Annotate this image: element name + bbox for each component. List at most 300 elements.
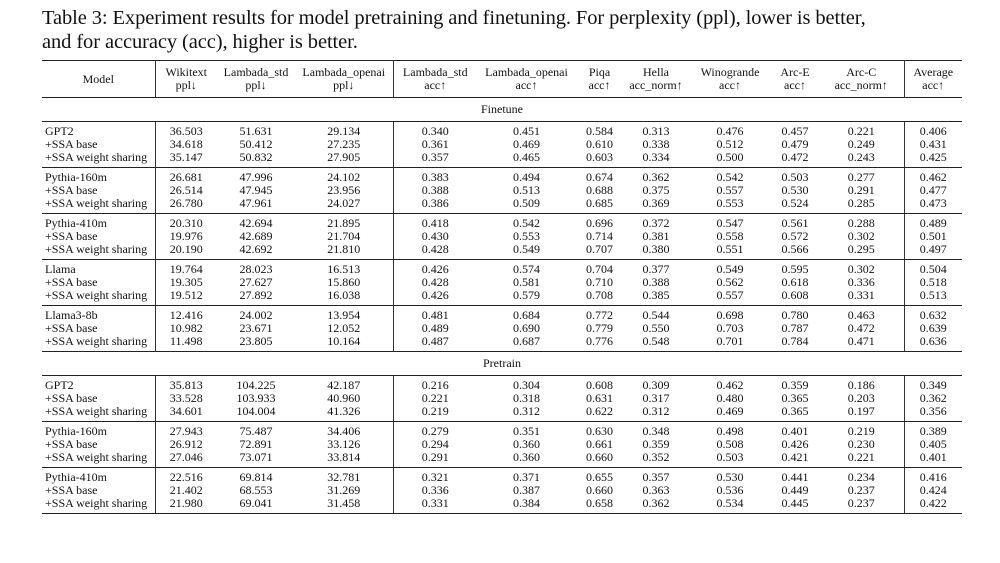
value-cell: 47.945 — [239, 183, 273, 197]
value-cell: 0.291 — [393, 451, 477, 468]
value-cell: 0.622 — [576, 405, 623, 422]
value-cell: 0.776 — [576, 335, 623, 352]
model-name-cell: GPT2 — [45, 378, 74, 392]
value-cell: 103.933 — [236, 391, 276, 405]
column-header-name: Lambada_std — [223, 65, 289, 79]
value-cell: 42.694 — [239, 216, 273, 230]
model-name-cell: Llama3-8b — [45, 308, 98, 322]
value-cell: 0.566 — [771, 243, 819, 260]
value-cell: 0.595 — [781, 262, 809, 276]
value-cell: 10.164 — [295, 335, 393, 352]
value-cell: 0.787 — [781, 321, 809, 335]
column-header-metric: ppl↓ — [333, 78, 355, 92]
value-cell: 0.389 — [904, 422, 962, 439]
value-cell: 0.479 — [781, 137, 809, 151]
value-cell: 0.388 — [393, 184, 477, 197]
column-header-name: Wikitext — [165, 65, 207, 79]
model-name-cell: +SSA base — [45, 275, 98, 289]
value-cell: 0.494 — [513, 170, 540, 184]
value-cell: 0.687 — [477, 335, 576, 352]
value-cell: 0.388 — [642, 275, 670, 289]
value-cell: 0.249 — [847, 137, 875, 151]
value-cell: 0.551 — [689, 243, 771, 260]
value-cell: 0.631 — [586, 391, 613, 405]
value-cell: 0.428 — [393, 276, 477, 289]
table-row — [42, 151, 962, 168]
model-name-cell: Llama — [45, 262, 76, 276]
column-header — [904, 61, 962, 98]
value-cell: 0.581 — [513, 275, 540, 289]
model-name-cell: +SSA base — [45, 437, 98, 451]
value-cell: 27.235 — [327, 137, 361, 151]
value-cell: 0.349 — [904, 376, 962, 393]
table-row — [42, 306, 962, 323]
value-cell: 0.304 — [513, 378, 540, 392]
value-cell: 41.326 — [295, 405, 393, 422]
results-table — [42, 60, 962, 514]
value-cell: 0.384 — [477, 497, 576, 514]
column-header — [42, 61, 155, 98]
value-cell: 0.557 — [716, 183, 744, 197]
value-cell: 0.431 — [904, 138, 962, 151]
value-cell: 0.219 — [393, 405, 477, 422]
value-cell: 0.295 — [819, 243, 904, 260]
column-header-metric: ppl↓ — [175, 78, 197, 92]
section-pretrain — [42, 352, 962, 514]
value-cell: 0.660 — [586, 483, 613, 497]
value-cell: 0.703 — [716, 321, 744, 335]
table-row — [42, 422, 962, 439]
value-cell: 21.402 — [155, 484, 217, 497]
value-cell: 40.960 — [327, 391, 361, 405]
value-cell: 42.187 — [327, 378, 361, 392]
value-cell: 0.462 — [716, 378, 744, 392]
value-cell: 0.331 — [393, 497, 477, 514]
value-cell: 21.704 — [327, 229, 361, 243]
value-cell: 0.660 — [576, 451, 623, 468]
value-cell: 28.023 — [239, 262, 273, 276]
value-cell: 0.558 — [716, 229, 744, 243]
value-cell: 31.458 — [295, 497, 393, 514]
value-cell: 0.401 — [904, 451, 962, 468]
value-cell: 0.340 — [393, 122, 477, 139]
value-cell: 0.553 — [513, 229, 540, 243]
value-cell: 11.498 — [155, 335, 217, 352]
table-row — [42, 497, 962, 514]
value-cell: 0.707 — [576, 243, 623, 260]
value-cell: 0.509 — [477, 197, 576, 214]
value-cell: 19.976 — [155, 230, 217, 243]
value-cell: 0.386 — [393, 197, 477, 214]
value-cell: 0.309 — [642, 378, 670, 392]
value-cell: 0.584 — [586, 124, 613, 138]
value-cell: 0.481 — [393, 306, 477, 323]
table-row — [42, 122, 962, 139]
value-cell: 0.530 — [781, 183, 809, 197]
value-cell: 0.426 — [781, 437, 809, 451]
value-cell: 0.426 — [393, 289, 477, 306]
value-cell: 26.780 — [155, 197, 217, 214]
value-cell: 22.516 — [155, 468, 217, 485]
value-cell: 0.512 — [716, 137, 744, 151]
value-cell: 0.690 — [513, 321, 540, 335]
value-cell: 0.480 — [716, 391, 744, 405]
value-cell: 0.237 — [847, 483, 875, 497]
value-cell: 19.305 — [155, 276, 217, 289]
value-cell: 0.441 — [781, 470, 809, 484]
value-cell: 34.618 — [155, 138, 217, 151]
table-row — [42, 405, 962, 422]
model-name-cell: +SSA base — [45, 183, 98, 197]
model-name-cell: Pythia-160m — [45, 424, 107, 438]
value-cell: 0.356 — [904, 405, 962, 422]
column-header — [771, 61, 819, 98]
value-cell: 0.608 — [586, 378, 613, 392]
table-row — [42, 468, 962, 485]
value-cell: 21.895 — [327, 216, 361, 230]
value-cell: 0.331 — [819, 289, 904, 306]
column-header-metric: acc↑ — [719, 78, 741, 92]
value-cell: 0.369 — [623, 197, 689, 214]
value-cell: 0.472 — [771, 151, 819, 168]
column-header-metric: acc↑ — [784, 78, 806, 92]
value-cell: 0.422 — [904, 497, 962, 514]
value-cell: 0.302 — [847, 262, 875, 276]
value-cell: 0.203 — [847, 391, 875, 405]
value-cell: 0.313 — [642, 124, 670, 138]
value-cell: 0.549 — [477, 243, 576, 260]
value-cell: 0.375 — [642, 183, 670, 197]
value-cell: 47.961 — [217, 197, 295, 214]
column-header — [576, 61, 623, 98]
model-name-cell: +SSA weight sharing — [42, 451, 155, 468]
model-name-cell: +SSA base — [45, 483, 98, 497]
value-cell: 50.412 — [239, 137, 273, 151]
value-cell: 0.544 — [642, 308, 670, 322]
value-cell: 0.405 — [904, 438, 962, 451]
value-cell: 0.351 — [513, 424, 540, 438]
value-cell: 0.685 — [576, 197, 623, 214]
value-cell: 0.518 — [904, 276, 962, 289]
value-cell: 27.943 — [155, 422, 217, 439]
value-cell: 42.692 — [217, 243, 295, 260]
value-cell: 0.704 — [586, 262, 613, 276]
model-name-cell: +SSA weight sharing — [42, 243, 155, 260]
value-cell: 0.536 — [716, 483, 744, 497]
value-cell: 0.562 — [716, 275, 744, 289]
value-cell: 0.321 — [393, 468, 477, 485]
value-cell: 0.469 — [689, 405, 771, 422]
table-row — [42, 243, 962, 260]
column-header — [217, 61, 295, 98]
value-cell: 0.426 — [393, 260, 477, 277]
value-cell: 24.027 — [295, 197, 393, 214]
value-cell: 0.359 — [781, 378, 809, 392]
value-cell: 21.980 — [155, 497, 217, 514]
value-cell: 35.813 — [155, 376, 217, 393]
model-name-cell: +SSA weight sharing — [42, 151, 155, 168]
value-cell: 0.362 — [623, 497, 689, 514]
value-cell: 0.416 — [904, 468, 962, 485]
value-cell: 0.658 — [576, 497, 623, 514]
column-header-metric: acc↑ — [922, 78, 945, 92]
value-cell: 0.534 — [689, 497, 771, 514]
value-cell: 0.465 — [477, 151, 576, 168]
value-cell: 0.361 — [393, 138, 477, 151]
value-cell: 0.574 — [513, 262, 540, 276]
model-name-cell: +SSA weight sharing — [42, 289, 155, 306]
value-cell: 0.549 — [716, 262, 744, 276]
value-cell: 0.338 — [642, 137, 670, 151]
value-cell: 0.380 — [623, 243, 689, 260]
column-header — [623, 61, 689, 98]
value-cell: 0.406 — [904, 122, 962, 139]
value-cell: 0.572 — [781, 229, 809, 243]
value-cell: 0.579 — [477, 289, 576, 306]
value-cell: 0.688 — [586, 183, 613, 197]
value-cell: 24.102 — [327, 170, 361, 184]
value-cell: 0.547 — [716, 216, 744, 230]
value-cell: 0.365 — [781, 391, 809, 405]
value-cell: 0.418 — [393, 214, 477, 231]
value-cell: 16.513 — [327, 262, 361, 276]
value-cell: 0.472 — [847, 321, 875, 335]
value-cell: 0.636 — [904, 335, 962, 352]
model-name-cell: +SSA base — [45, 229, 98, 243]
value-cell: 72.891 — [239, 437, 273, 451]
value-cell: 26.514 — [155, 184, 217, 197]
value-cell: 0.357 — [393, 151, 477, 168]
column-header-metric: acc↑ — [588, 78, 611, 92]
value-cell: 26.912 — [155, 438, 217, 451]
value-cell: 0.277 — [847, 170, 875, 184]
section-finetune — [42, 98, 962, 352]
value-cell: 0.508 — [716, 437, 744, 451]
column-header — [295, 61, 393, 98]
model-name-cell: Pythia-410m — [45, 216, 107, 230]
value-cell: 0.487 — [393, 335, 477, 352]
model-name-cell: +SSA base — [45, 137, 98, 151]
model-name-cell: +SSA weight sharing — [42, 197, 155, 214]
value-cell: 0.336 — [393, 484, 477, 497]
value-cell: 50.832 — [217, 151, 295, 168]
caption-line-1: Table 3: Experiment results for model pretraining and finetuning. For perplexity (ppl), lower is better, — [42, 7, 866, 29]
value-cell: 0.365 — [771, 405, 819, 422]
value-cell: 33.528 — [155, 392, 217, 405]
value-cell: 34.601 — [155, 405, 217, 422]
value-cell: 0.348 — [642, 424, 670, 438]
value-cell: 0.243 — [819, 151, 904, 168]
column-header-name: Arc-C — [846, 65, 877, 79]
section-title: Finetune — [42, 98, 962, 122]
value-cell: 0.603 — [576, 151, 623, 168]
value-cell: 0.618 — [781, 275, 809, 289]
value-cell: 0.708 — [576, 289, 623, 306]
value-cell: 104.225 — [236, 378, 276, 392]
table-row — [42, 335, 962, 352]
value-cell: 0.548 — [623, 335, 689, 352]
column-header-metric: ppl↓ — [245, 78, 267, 92]
value-cell: 0.553 — [689, 197, 771, 214]
value-cell: 27.046 — [155, 451, 217, 468]
value-cell: 0.312 — [623, 405, 689, 422]
value-cell: 0.362 — [904, 392, 962, 405]
model-name-cell: +SSA weight sharing — [42, 405, 155, 422]
value-cell: 69.041 — [217, 497, 295, 514]
value-cell: 0.334 — [623, 151, 689, 168]
value-cell: 0.294 — [393, 438, 477, 451]
column-header — [393, 61, 477, 98]
model-name-cell: Pythia-410m — [45, 470, 107, 484]
value-cell: 12.416 — [155, 306, 217, 323]
value-cell: 47.996 — [239, 170, 273, 184]
value-cell: 0.513 — [513, 183, 540, 197]
value-cell: 0.497 — [904, 243, 962, 260]
value-cell: 0.291 — [847, 183, 875, 197]
value-cell: 34.406 — [327, 424, 361, 438]
model-name-cell: +SSA base — [45, 321, 98, 335]
value-cell: 19.764 — [155, 260, 217, 277]
value-cell: 0.501 — [904, 230, 962, 243]
value-cell: 0.216 — [393, 376, 477, 393]
value-cell: 0.312 — [477, 405, 576, 422]
value-cell: 0.219 — [847, 424, 875, 438]
caption-line-2: and for accuracy (acc), higher is better. — [42, 31, 358, 53]
value-cell: 0.428 — [393, 243, 477, 260]
value-cell: 0.489 — [904, 214, 962, 231]
value-cell: 31.269 — [327, 483, 361, 497]
value-cell: 23.671 — [239, 321, 273, 335]
value-cell: 0.489 — [393, 322, 477, 335]
value-cell: 0.639 — [904, 322, 962, 335]
value-cell: 0.661 — [586, 437, 613, 451]
column-header-name: Hella — [643, 65, 669, 79]
value-cell: 0.221 — [819, 451, 904, 468]
value-cell: 0.385 — [623, 289, 689, 306]
value-cell: 0.234 — [847, 470, 875, 484]
column-header — [155, 61, 217, 98]
column-header — [689, 61, 771, 98]
column-header — [819, 61, 904, 98]
value-cell: 33.126 — [327, 437, 361, 451]
column-header-metric: acc↑ — [424, 78, 447, 92]
table-row — [42, 260, 962, 277]
value-cell: 20.190 — [155, 243, 217, 260]
value-cell: 0.186 — [847, 378, 875, 392]
value-cell: 0.530 — [716, 470, 744, 484]
value-cell: 0.381 — [642, 229, 670, 243]
section-title: Pretrain — [42, 352, 962, 376]
value-cell: 75.487 — [239, 424, 273, 438]
value-cell: 0.462 — [904, 168, 962, 185]
value-cell: 0.387 — [513, 483, 540, 497]
table-row — [42, 214, 962, 231]
value-cell: 0.449 — [781, 483, 809, 497]
value-cell: 10.982 — [155, 322, 217, 335]
model-name-cell: +SSA weight sharing — [42, 497, 155, 514]
section-header-row — [42, 352, 962, 376]
model-name-cell: +SSA base — [45, 391, 98, 405]
value-cell: 19.512 — [155, 289, 217, 306]
column-header-name: Winogrande — [700, 65, 760, 79]
value-cell: 0.359 — [642, 437, 670, 451]
value-cell: 0.425 — [904, 151, 962, 168]
value-cell: 0.279 — [393, 422, 477, 439]
value-cell: 0.524 — [771, 197, 819, 214]
table-row — [42, 451, 962, 468]
table-row — [42, 376, 962, 393]
value-cell: 0.221 — [393, 392, 477, 405]
value-cell: 0.684 — [513, 308, 540, 322]
value-cell: 0.500 — [689, 151, 771, 168]
value-cell: 0.471 — [819, 335, 904, 352]
column-header-metric: acc_norm↑ — [629, 78, 683, 92]
value-cell: 0.285 — [819, 197, 904, 214]
value-cell: 0.317 — [642, 391, 670, 405]
value-cell: 0.630 — [586, 424, 613, 438]
column-header-name: Arc-E — [780, 65, 810, 79]
value-cell: 0.542 — [513, 216, 540, 230]
value-cell: 13.954 — [327, 308, 361, 322]
value-cell: 0.503 — [781, 170, 809, 184]
value-cell: 0.710 — [586, 275, 613, 289]
value-cell: 0.608 — [771, 289, 819, 306]
value-cell: 51.631 — [239, 124, 273, 138]
column-header-metric: acc↑ — [515, 78, 538, 92]
value-cell: 73.071 — [217, 451, 295, 468]
value-cell: 0.336 — [847, 275, 875, 289]
value-cell: 0.698 — [716, 308, 744, 322]
value-cell: 0.360 — [513, 437, 540, 451]
value-cell: 0.469 — [513, 137, 540, 151]
value-cell: 0.550 — [642, 321, 670, 335]
value-cell: 0.503 — [689, 451, 771, 468]
value-cell: 0.610 — [586, 137, 613, 151]
value-cell: 0.674 — [586, 170, 613, 184]
value-cell: 23.956 — [327, 183, 361, 197]
value-cell: 0.542 — [716, 170, 744, 184]
value-cell: 21.810 — [295, 243, 393, 260]
value-cell: 0.784 — [771, 335, 819, 352]
value-cell: 16.038 — [295, 289, 393, 306]
value-cell: 36.503 — [155, 122, 217, 139]
value-cell: 32.781 — [327, 470, 361, 484]
value-cell: 0.363 — [642, 483, 670, 497]
value-cell: 0.632 — [904, 306, 962, 323]
model-name-cell: Pythia-160m — [45, 170, 107, 184]
value-cell: 0.372 — [642, 216, 670, 230]
value-cell: 0.221 — [847, 124, 875, 138]
column-header-name: Lambada_openai — [302, 65, 386, 79]
value-cell: 24.002 — [239, 308, 273, 322]
value-cell: 0.457 — [781, 124, 809, 138]
value-cell: 0.430 — [393, 230, 477, 243]
value-cell: 0.557 — [689, 289, 771, 306]
table-row — [42, 168, 962, 185]
value-cell: 0.473 — [904, 197, 962, 214]
value-cell: 0.451 — [513, 124, 540, 138]
value-cell: 0.445 — [771, 497, 819, 514]
value-cell: 0.302 — [847, 229, 875, 243]
column-header-name: Model — [82, 71, 114, 86]
value-cell: 68.553 — [239, 483, 273, 497]
value-cell: 69.814 — [239, 470, 273, 484]
column-header — [477, 61, 576, 98]
value-cell: 104.004 — [217, 405, 295, 422]
value-cell: 35.147 — [155, 151, 217, 168]
value-cell: 29.134 — [327, 124, 361, 138]
value-cell: 0.352 — [623, 451, 689, 468]
